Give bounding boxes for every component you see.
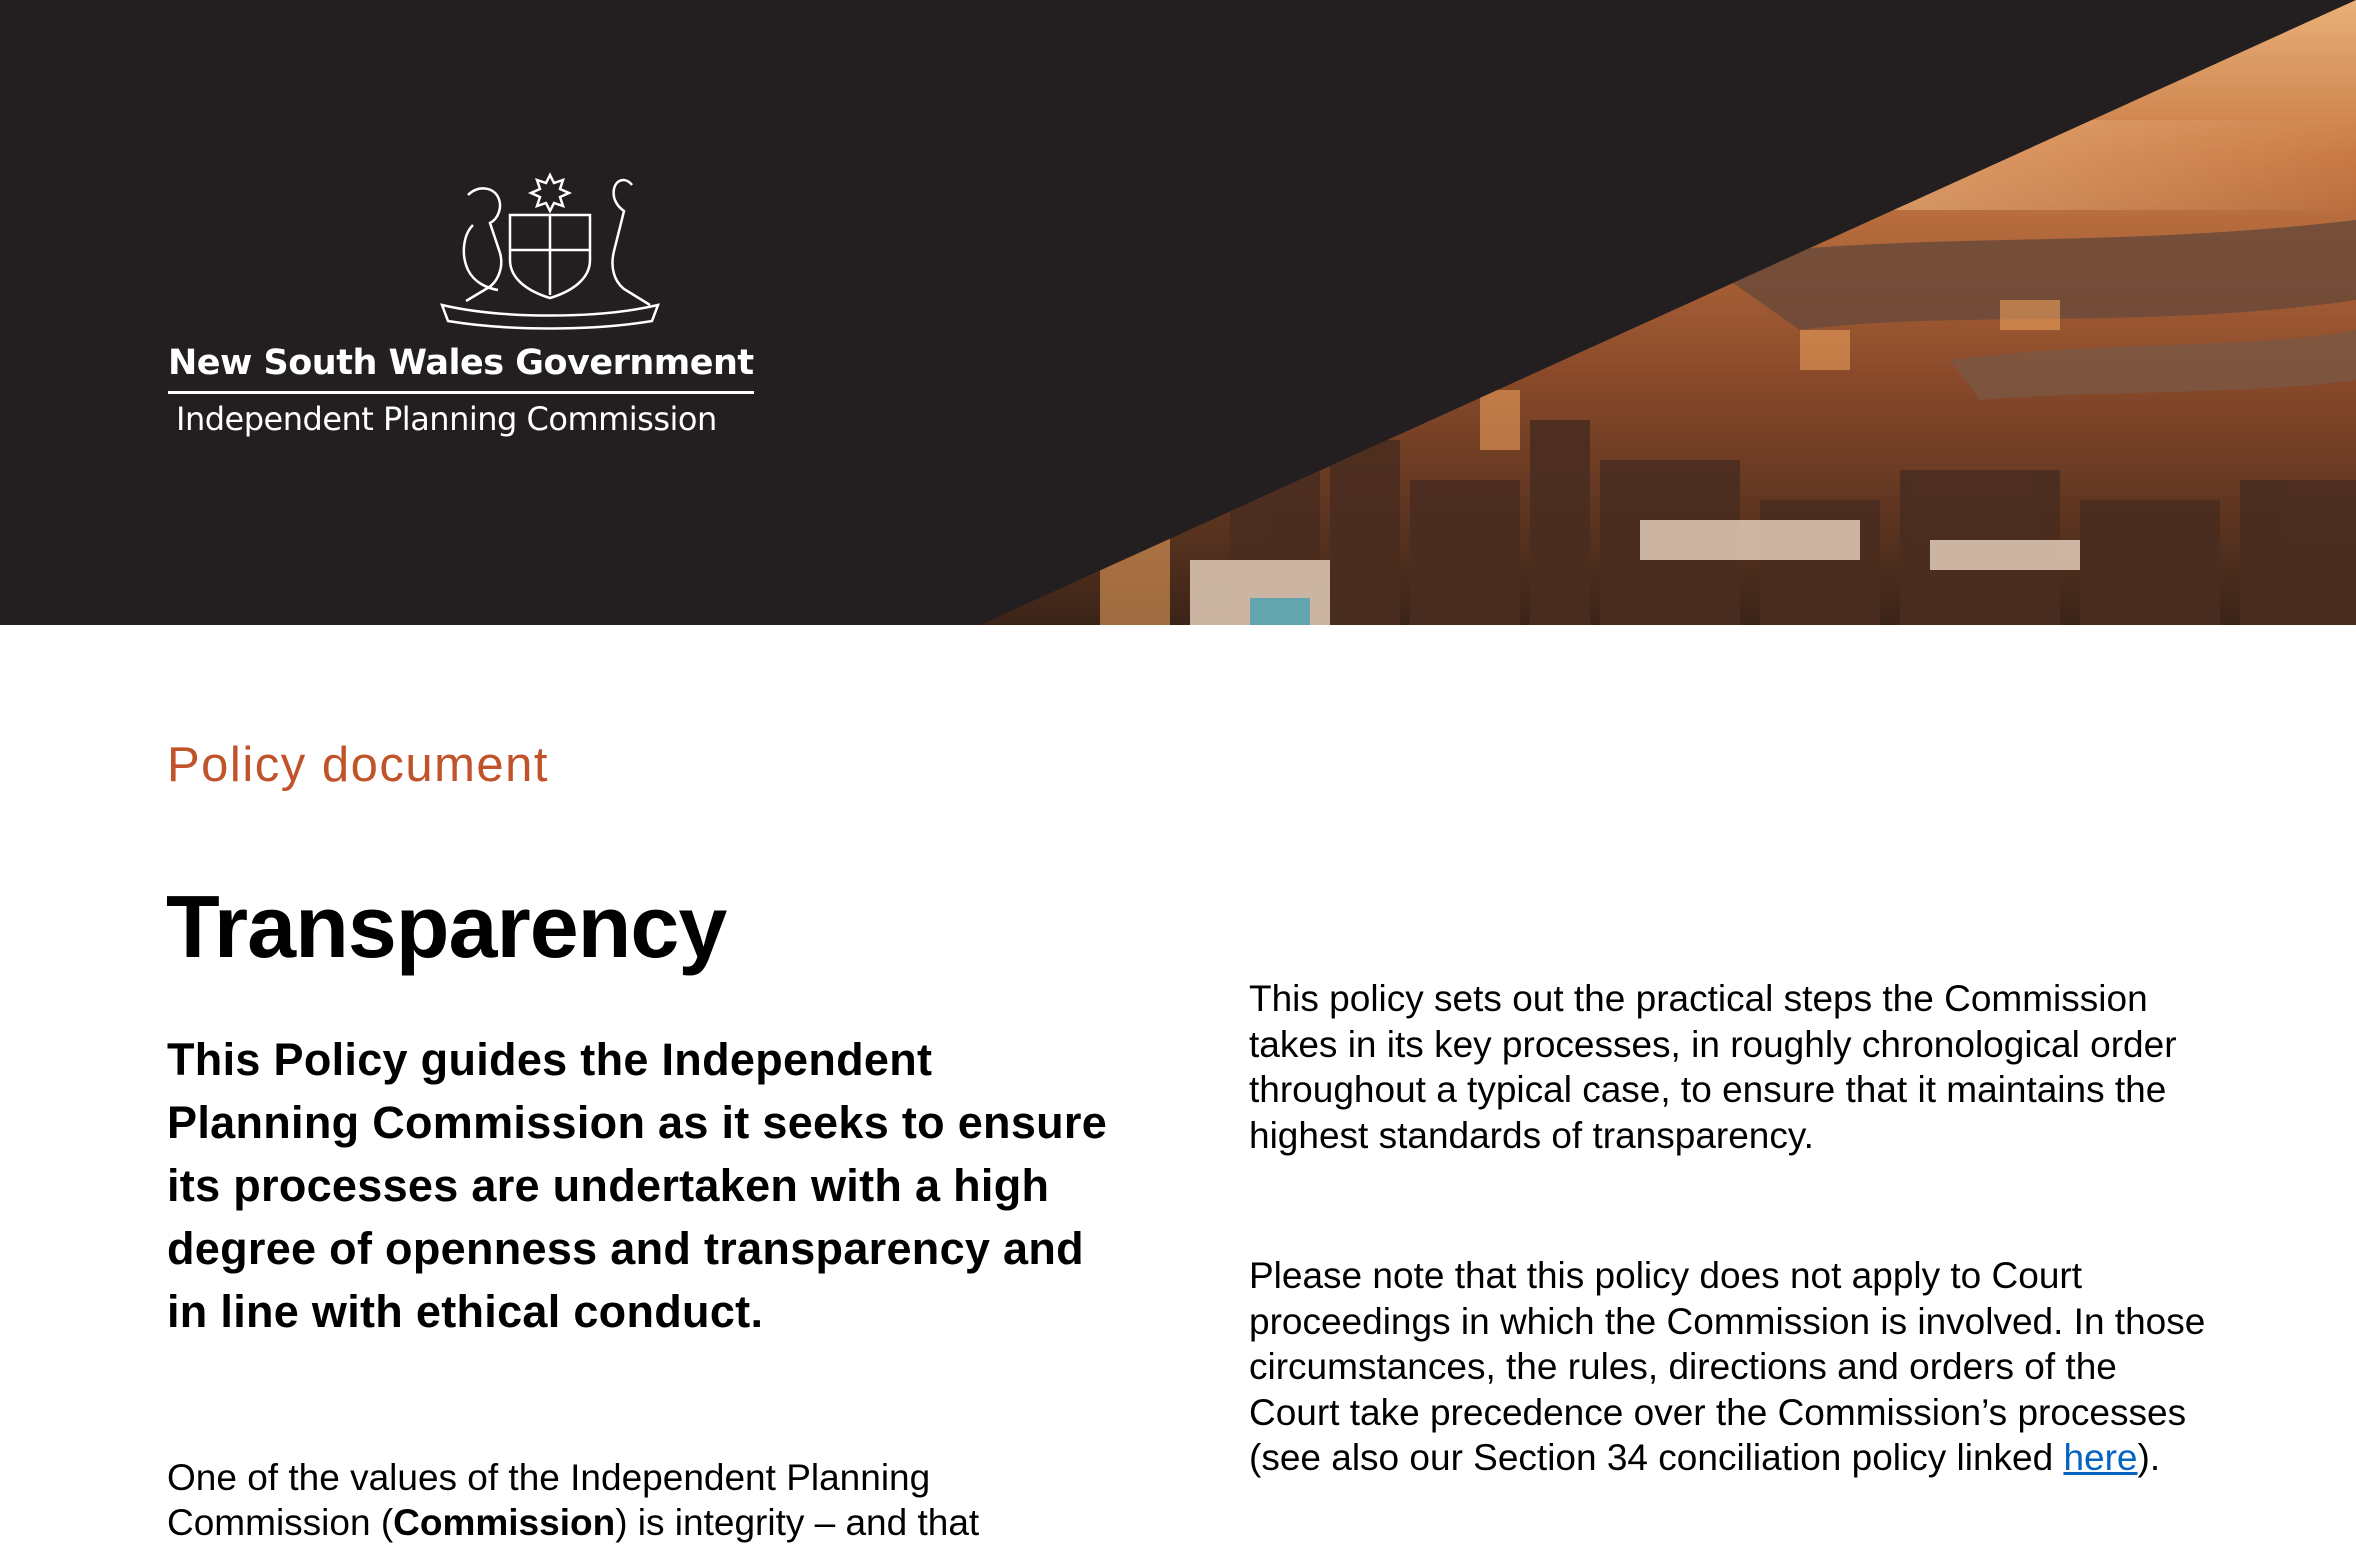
intro-defined-term: Commission	[393, 1502, 616, 1543]
government-name: New South Wales Government	[168, 343, 754, 394]
intro-text-continued: ) is integrity – and that	[615, 1502, 980, 1543]
agency-name: Independent Planning Commission	[176, 400, 717, 438]
court-proceedings-text: Please note that this policy does not apply to Court proceedings in which the Commission is involved. In those circumstances, the rules, directions and orders of the Court take precedence over the Commission’s processes (see also our Section 34 conciliation policy linked	[1249, 1255, 2206, 1478]
court-proceedings-text-end: ).	[2137, 1437, 2161, 1478]
court-proceedings-paragraph	[1249, 1253, 2209, 1481]
header-banner	[0, 0, 2356, 625]
page-title: Transparency	[166, 877, 727, 976]
lead-paragraph: This Policy guides the Independent Planning Commission as it seeks to ensure its processes are undertaken with a high degree of openness and transparency and in line with ethical conduct.	[167, 1034, 1108, 1337]
intro-text: One of the values of the Independent Planning Commission (	[167, 1457, 931, 1543]
intro-paragraph	[167, 1455, 1127, 1545]
document-type-label: Policy document	[167, 738, 550, 792]
nsw-coat-of-arms-icon	[428, 165, 672, 330]
city-skyline-image	[0, 0, 2356, 625]
section-34-policy-link[interactable]: here	[2063, 1437, 2138, 1478]
policy-steps-paragraph: This policy sets out the practical steps the Commission takes in its key processes, in roughly chronological order throughout a typical case, to ensure that it maintains the highest standards of transparency.	[1249, 978, 2177, 1156]
